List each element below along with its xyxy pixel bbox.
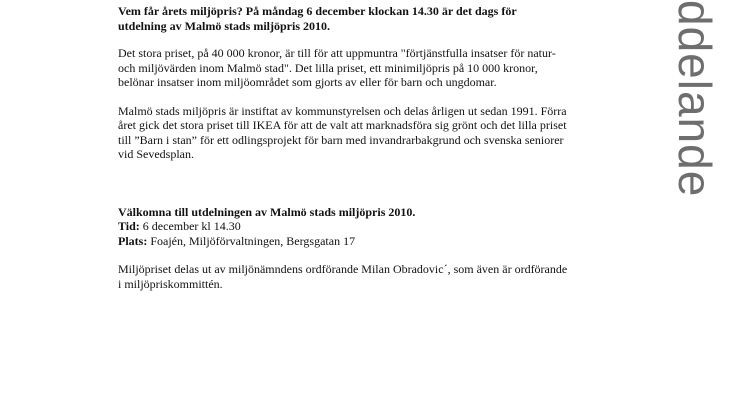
paragraph-history: Malmö stads miljöpris är instiftat av kommunstyrelsen och delas årligen ut sedan 1991. Förra året gick det stora priset till IKEA för att de valt att marknadsföra sig grönt och det lilla priset till ”Barn i stan” för ett odlingsprojekt för barn med invandrarbakgrund och svenska seniorer vid Sevedsplan.: [118, 103, 567, 161]
paragraph-presenter: Miljöpriset delas ut av miljönämndens ordförande Milan Obradovic´, som även är ordförande i miljöpriskommittén.: [118, 262, 568, 291]
side-label: ddelande: [669, 0, 721, 198]
invitation-title: Välkomna till utdelningen av Malmö stads miljöpris 2010.: [118, 204, 416, 219]
place-label: Plats:: [118, 233, 148, 248]
spacer: [118, 176, 568, 205]
time-label: Tid:: [118, 219, 140, 233]
place-value: Foajén, Miljöförvaltningen, Bergsgatan 17: [147, 233, 356, 248]
time-value: 6 december kl 14.30: [139, 219, 241, 233]
headline: Vem får årets miljöpris? På måndag 6 december klockan 14.30 är det dags för utdelning av Malmö stads miljöpris 2010.: [118, 4, 517, 33]
time-line: [118, 219, 568, 234]
place-line: [118, 234, 568, 249]
invitation-block: [118, 205, 568, 249]
document-body: [118, 4, 568, 305]
paragraph-prizes: Det stora priset, på 40 000 kronor, är till för att uppmuntra "förtjänstfulla insatser för natur- och miljövärden inom Malmö stad". Det lilla priset, ett minimiljöpris på 10 000 kronor, belönar insatser inom miljöområdet som gjorts av eller för barn och ungdomar.: [118, 46, 556, 89]
